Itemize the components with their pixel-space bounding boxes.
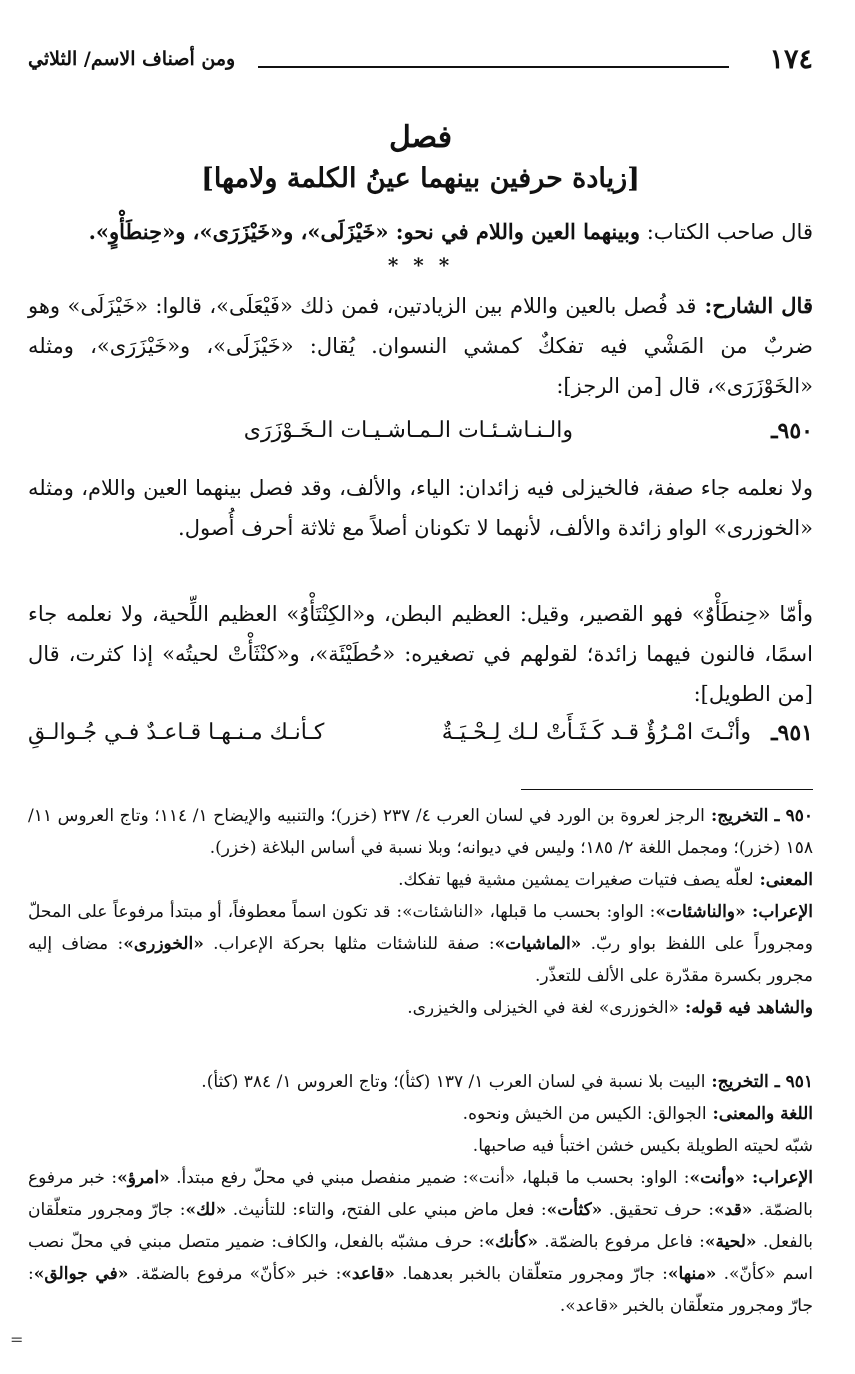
irab-text: : خبر «كأنّ» مرفوع بالضمّة. bbox=[128, 1264, 342, 1284]
sharh-paragraph bbox=[28, 286, 813, 406]
irab-text: : حرف تحقيق. bbox=[602, 1200, 715, 1220]
matn-text: وبينهما العين واللام في نحو: «خَيْزَلَى»، و«خَيْزَرَى»، و«حِنطَأْوٍ». bbox=[88, 219, 641, 244]
section-subtitle: [زيادة حرفين بينهما عينُ الكلمة ولامها] bbox=[201, 163, 640, 194]
footnote-irab bbox=[28, 1162, 813, 1322]
footnote-meaning bbox=[28, 864, 813, 896]
irab-word: «قاعد» bbox=[341, 1264, 395, 1284]
footnote-text: الرجز لعروة بن الورد في لسان العرب ٤/ ٢٣٧ (خزر)؛ والتنبيه والإيضاح ١/ ١١٤؛ وتاج العروس ١١/ ١٥٨ (خزر)؛ ومجمل اللغة ٢/ ١٨٥؛ وليس في ديوانه؛ وبلا نسبة في أساس البلاغة (خزر). bbox=[28, 806, 813, 858]
verse-hemistich-1: وأنْـتَ امْـرُؤٌ قـد كَـثَـأَتْ لـك لِـحْـيَـةٌ bbox=[441, 720, 751, 745]
footnote-950 bbox=[28, 800, 813, 1024]
matn-paragraph bbox=[28, 212, 813, 252]
header-rule bbox=[258, 66, 729, 68]
running-header bbox=[28, 44, 813, 84]
footnote-irab bbox=[28, 896, 813, 992]
irab-word: «كأنك» bbox=[484, 1232, 538, 1252]
irab-text: : الواو: بحسب ما قبلها، «أنت»: ضمير منفصل مبني في محلّ رفع مبتدأ. bbox=[169, 1168, 690, 1188]
separator-stars: * * * bbox=[387, 253, 454, 277]
sharh-text: قد فُصل بالعين واللام بين الزيادتين، فمن ذلك «فَيْعَلَى»، قالوا: «خَيْزَلَى» وهو ضربٌ من المَشْي فيه تفككٌ كمشي النسوان. يُقال: «خَيْزَلَى»، و«خَيْزَرَى»، ومثله «الخَوْزَرَى»، قال [من الرجز]: bbox=[28, 294, 813, 398]
irab-text: : جارّ ومجرور متعلّقان بالفعل. bbox=[28, 1200, 813, 1252]
irab-word: «وأنت» bbox=[689, 1168, 746, 1188]
footnote-text: البيت بلا نسبة في لسان العرب ١/ ١٣٧ (كثأ)؛ وتاج العروس ١/ ٣٨٤ (كثأ). bbox=[201, 1072, 706, 1092]
footnote-label: ٩٥٠ ـ التخريج: bbox=[704, 806, 814, 826]
verse-text: والـنـاشـئـات الـمـاشـيـات الـخَـوْزَرَى bbox=[243, 418, 573, 443]
irab-text: : خبر مرفوع بالضمّة. bbox=[28, 1168, 813, 1220]
irab-word: «قد» bbox=[714, 1200, 753, 1220]
shahid-label: والشاهد فيه قوله: bbox=[679, 998, 813, 1018]
footnote-takhrij bbox=[28, 1066, 813, 1098]
paragraph-2: ولا نعلمه جاء صفة، فالخيزلى فيه زائدان: الياء، والألف، وقد فصل بينهما العين واللام، ومثله «الخوزرى» الواو زائدة والألف، لأنهما لا تكونان أصلاً مع ثلاثة أحرف أُصول. bbox=[28, 476, 813, 540]
footnote-shabbah: شبّه لحيته الطويلة بكيس خشن اختبأ فيه صاحبها. bbox=[472, 1136, 813, 1156]
matn-prefix: قال صاحب الكتاب: bbox=[640, 220, 813, 244]
page-number: ١٧٤ bbox=[769, 44, 813, 75]
irab-text: : حرف مشبّه بالفعل، والكاف: ضمير متصل مبني في محلّ نصب اسم «كأنّ». bbox=[28, 1232, 813, 1284]
irab-text: : جارّ ومجرور متعلّقان بالخبر «قاعد». bbox=[28, 1264, 813, 1316]
irab-word: «الخوزرى» bbox=[123, 934, 204, 954]
running-title: ومن أصناف الاسم/ الثلاثي bbox=[28, 48, 236, 70]
irab-word: «الماشيات» bbox=[494, 934, 582, 954]
irab-word: «امرؤ» bbox=[117, 1168, 170, 1188]
lugha-label: اللغة والمعنى: bbox=[706, 1104, 813, 1124]
meaning-label: المعنى: bbox=[753, 870, 813, 890]
footnote-shahid bbox=[28, 992, 813, 1024]
lugha-text: الجوالق: الكيس من الخيش ونحوه. bbox=[462, 1104, 707, 1124]
irab-word: «منها» bbox=[667, 1264, 717, 1284]
footnote-takhrij bbox=[28, 800, 813, 864]
irab-word: «في جوالق» bbox=[33, 1264, 129, 1284]
irab-label: الإعراب: bbox=[745, 902, 813, 922]
footnote-label: ٩٥١ ـ التخريج: bbox=[705, 1072, 813, 1092]
irab-text: : فاعل مرفوع بالضمّة. bbox=[538, 1232, 705, 1252]
irab-word: «كثأت» bbox=[546, 1200, 603, 1220]
irab-text: : فعل ماض مبني على الفتح، والتاء: للتأنيث. bbox=[226, 1200, 547, 1220]
irab-text: : جارّ ومجرور متعلّقان بالخبر بعدهما. bbox=[394, 1264, 668, 1284]
irab-word: «لك» bbox=[185, 1200, 227, 1220]
paragraph-3: وأمّا «حِنطَأْوٌ» فهو القصير، وقيل: العظيم البطن، و«الكِنْتَأْوُ» العظيم اللِّحية، ولا نعلمه جاء اسمًا، فالنون فيهما زائدة؛ لقولهم في تصغيره: «حُطَيْئَة»، و«كنْثَأْتْ لحيتُه» إذا كثرت، قال [من الطويل]: bbox=[28, 602, 813, 706]
verse-hemistich-2: كـأنـك مـنـهـا قـاعـدٌ فـي جُـوالـقِ bbox=[28, 720, 325, 745]
footnote-rule bbox=[521, 789, 813, 790]
irab-word: «لحية» bbox=[704, 1232, 757, 1252]
footnote-951 bbox=[28, 1066, 813, 1322]
verse-number: ٩٥٠ـ bbox=[771, 418, 813, 444]
verse-number: ٩٥١ـ bbox=[771, 720, 813, 746]
footnote-lugha bbox=[28, 1098, 813, 1130]
irab-text: : صفة للناشئات مثلها بحركة الإعراب. bbox=[203, 934, 495, 954]
irab-text: : الواو: بحسب ما قبلها، «الناشئات»: قد تكون اسماً معطوفاً، أو مبتدأ مرفوعاً على المحلّ ومجروراً على اللفظ بواو ربّ. bbox=[28, 902, 814, 954]
meaning-text: لعلّه يصف فتيات صغيرات يمشين مشية فيها تفكك. bbox=[398, 870, 754, 890]
verse-951 bbox=[28, 720, 813, 760]
section-title: فصل bbox=[388, 120, 453, 155]
shahid-text: «الخوزرى» لغة في الخيزلى والخيزرى. bbox=[407, 998, 680, 1018]
irab-word: «والناشئات» bbox=[655, 902, 746, 922]
irab-text: : مضاف إليه مجرور بكسرة مقدّرة على الألف للتعذّر. bbox=[28, 934, 813, 986]
sharh-label: قال الشارح: bbox=[696, 293, 813, 318]
margin-mark: = bbox=[10, 1330, 24, 1349]
irab-label: الإعراب: bbox=[745, 1168, 814, 1188]
verse-950 bbox=[28, 418, 813, 458]
